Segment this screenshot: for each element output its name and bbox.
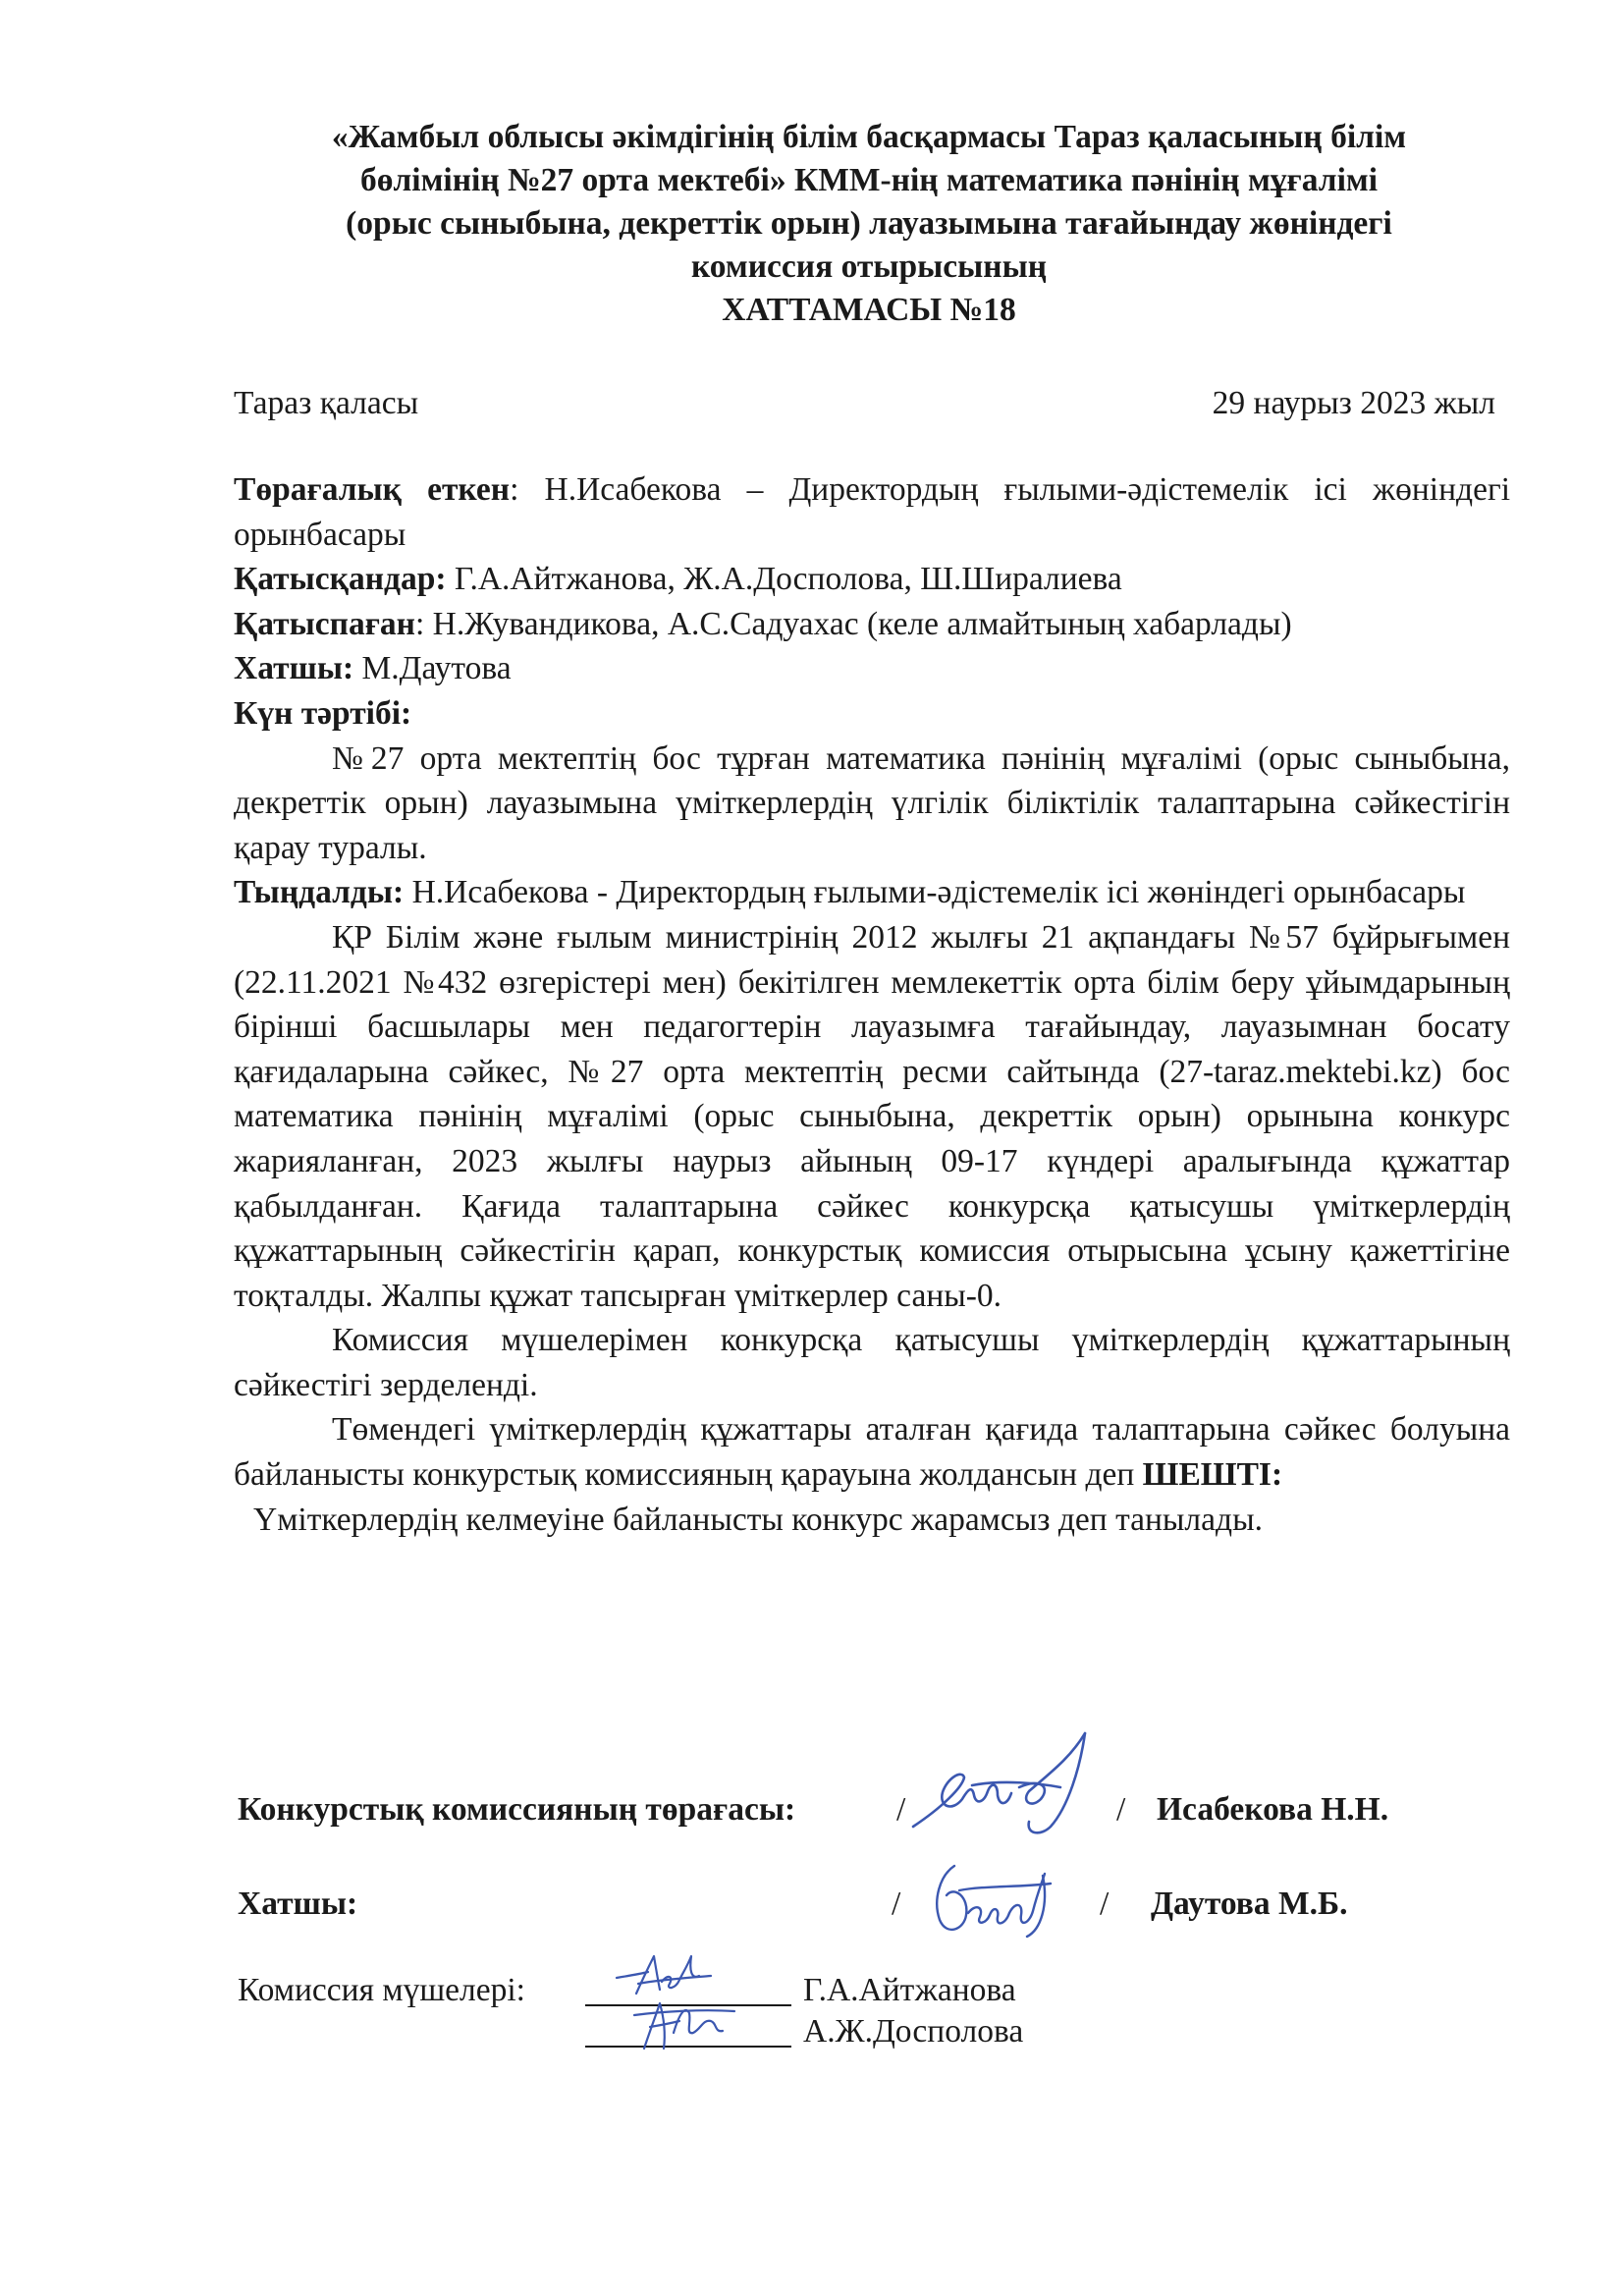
main-paragraph: ҚР Білім және ғылым министрінің 2012 жылғы 21 ақпандағы №57 бұйрығымен (22.11.2021 №432 өзгерістері мен) бекітілген мемлекеттік орта білім беру ұйымдарының бірінші басшылары мен педагогтерін лауазымға тағайындау, лауазымнан босату қағидаларына сәйкес, №27 орта мектептің ресми сайтында (27-taraz.mektebi.kz) бос математика пәнінің мұғалімі (орыс сыныбына, декреттік орын) орынына конкурс жарияланған, 2023 жылғы наурыз айының 09-17 күндері аралығында құжаттар қабылданған. Қағида талаптарына сәйкес конкурсқа қатысушы үміткерлердің құжаттарының сәйкестігін қарап, конкурстық комиссия отырысына ұсыну қажеттігіне тоқталды. Жалпы құжат тапсырған үміткерлер саны-0. [234,918,1510,1314]
heard-label: Тыңдалды: [234,874,405,911]
review-paragraph: Комиссия мүшелерімен конкурсқа қатысушы үміткерлердің құжаттарының сәйкестігі зерделенді. [234,1322,1510,1403]
absent-label: Қатыспаған [234,605,415,642]
decision-text: Үміткерлердің келмеуіне байланысты конкурс жарамсыз деп танылады. [253,1501,1263,1538]
attended-line [234,557,1510,602]
protocol-number: ХАТТАМАСЫ №18 [722,292,1016,328]
absent-line [234,602,1510,647]
secretary-line [234,646,1510,691]
chair-signature [903,1719,1100,1846]
date: 29 наурыз 2023 жыл [1212,385,1495,421]
attended-label: Қатысқандар: [234,561,447,598]
title-line-2: бөлімінің №27 орта мектебі» КММ-нің математика пәнінің мұғалімі [359,162,1378,198]
secretary-label: Хатшы: [234,650,354,687]
attended-text: Г.А.Айтжанова, Ж.А.Досполова, Ш.Ширалиева [446,561,1122,598]
chair-text: : Н.Исабекова – Директордың ғылыми-әдістемелік ісі жөніндегі орынбасары [234,471,1511,553]
member2-signature [624,1994,742,2056]
secretary-text: М.Даутова [353,650,512,687]
resolution-paragraph [234,1407,1510,1497]
members-label: Комиссия мүшелері: [238,1972,525,2008]
member2-name: А.Ж.Досполова [803,2013,1024,2050]
chair-label: Төрағалық еткен [234,471,511,508]
resolution-text: Төмендегі үміткерлердің құжаттары аталған қағида талаптарына сәйкес болуына байланысты конкурстық комиссияның қарауына жолдансын деп [234,1411,1510,1494]
secretary-name: Даутова М.Б. [1151,1886,1348,1922]
secretary-signature-label: Хатшы: [238,1886,358,1922]
document-body [234,467,1510,1542]
agenda-heading [234,691,1510,737]
city: Тараз қаласы [234,385,419,421]
absent-text: : Н.Жувандикова, А.С.Садуахас (келе алмайтының хабарлады) [414,605,1292,642]
agenda-text: №27 орта мектептің бос тұрған математика пәнінің мұғалімі (орыс сыныбына, декреттік орын) лауазымына үміткерлердің үлгілік біліктілік талаптарына сәйкестігін қарау туралы. [234,739,1510,866]
chair-line [234,467,1510,557]
document-title [226,116,1512,332]
secretary-signature [925,1846,1062,1944]
title-line-1: «Жамбыл облысы әкімдігінің білім басқармасы Тараз қаласының білім [331,119,1407,155]
chair-signature-label: Конкурстық комиссияның төрағасы: [238,1791,796,1828]
title-line-4: комиссия отырысының [690,248,1048,285]
slash: / [1116,1791,1126,1828]
heard-line [234,870,1510,915]
slash: / [1100,1886,1110,1922]
slash: / [896,1791,906,1828]
agenda-label: Күн тәртібі: [234,694,412,732]
resolved-label: ШЕШТІ: [1142,1456,1283,1494]
chair-name: Исабекова Н.Н. [1157,1791,1389,1828]
member1-name: Г.А.Айтжанова [803,1972,1016,2008]
title-line-3: (орыс сыныбына, декреттік орын) лауазымына тағайындау жөніндегі [346,205,1392,242]
slash: / [892,1886,901,1922]
heard-text: Н.Исабекова - Директордың ғылыми-әдістемелік ісі жөніндегі орынбасары [404,874,1466,911]
